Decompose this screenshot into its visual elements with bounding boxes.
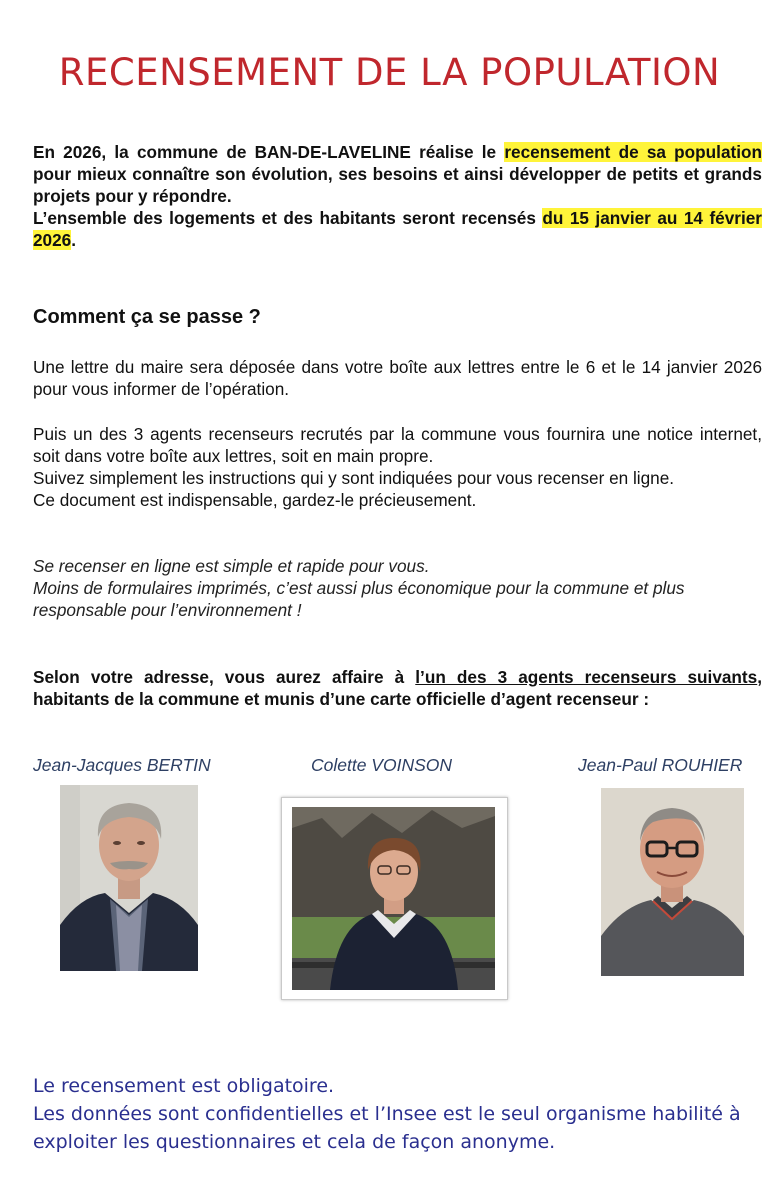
agent-photo-1 [60,785,198,971]
agent-photo-3 [601,788,744,976]
portrait-woman [282,798,507,999]
intro-paragraph-2 [33,207,762,251]
paragraph-text: Puis un des 3 agents recenseurs recrutés par la commune vous fournira une notice internet, soit dans votre boîte aux lettres, soit en main propre. [33,424,762,466]
online-note [33,555,762,621]
intro-text: L’ensemble des logements et des habitants seront recensés [33,208,543,228]
agents-intro-text: Selon votre adresse, vous aurez affaire à [33,667,416,687]
page-title: RECENSEMENT DE LA POPULATION [58,50,721,94]
paragraph-text: Suivez simplement les instructions qui y sont indiquées pour vous recenser en ligne. [33,468,675,488]
footer-text: Les données sont confidentielles et l’Insee est le seul organisme habilité à exploiter les questionnaires et cela de façon anonyme. [33,1103,741,1153]
agent-photo-2 [281,797,508,1000]
footer-notice [33,1072,762,1156]
note-text: Moins de formulaires imprimés, c’est aussi plus économique pour la commune et plus responsable pour l’environnement ! [33,578,685,620]
intro-text: En 2026, la commune de BAN-DE-LAVELINE réalise le [33,142,505,162]
section-heading: Comment ça se passe ? [33,306,261,328]
paragraph-text: Une lettre du maire sera déposée dans votre boîte aux lettres entre le 6 et le 14 janvier 2026 pour vous informer de l’opération. [33,357,762,399]
agent-name-1: Jean-Jacques BERTIN [33,755,211,775]
agents-intro [33,666,762,710]
highlight-census: recensement de sa population [504,142,763,162]
intro-text: pour mieux connaître son évolution, ses besoins et ainsi développer de petits et grands projets pour y répondre. [33,164,762,206]
intro-block [33,141,762,251]
intro-paragraph-1 [33,141,762,207]
agent-name-3: Jean-Paul ROUHIER [578,755,743,775]
footer-text: Le recensement est obligatoire. [33,1075,335,1097]
paragraph-letter [33,356,762,400]
paragraph-text: Ce document est indispensable, gardez-le précieusement. [33,490,477,510]
agents-intro-underlined: l’un des 3 agents recenseurs suivants [415,667,758,687]
highlight-dates: du 15 janvier au 14 février 2026 [33,208,762,250]
intro-text: . [71,230,77,250]
portrait-man-2 [601,788,744,976]
paragraph-agents-notice [33,423,762,511]
agent-name-2: Colette VOINSON [311,755,453,775]
agents-intro-text: , habitants de la commune et munis d’une carte officielle d’agent recenseur : [33,667,762,709]
portrait-man-1 [60,785,198,971]
note-text: Se recenser en ligne est simple et rapide pour vous. [33,556,430,576]
